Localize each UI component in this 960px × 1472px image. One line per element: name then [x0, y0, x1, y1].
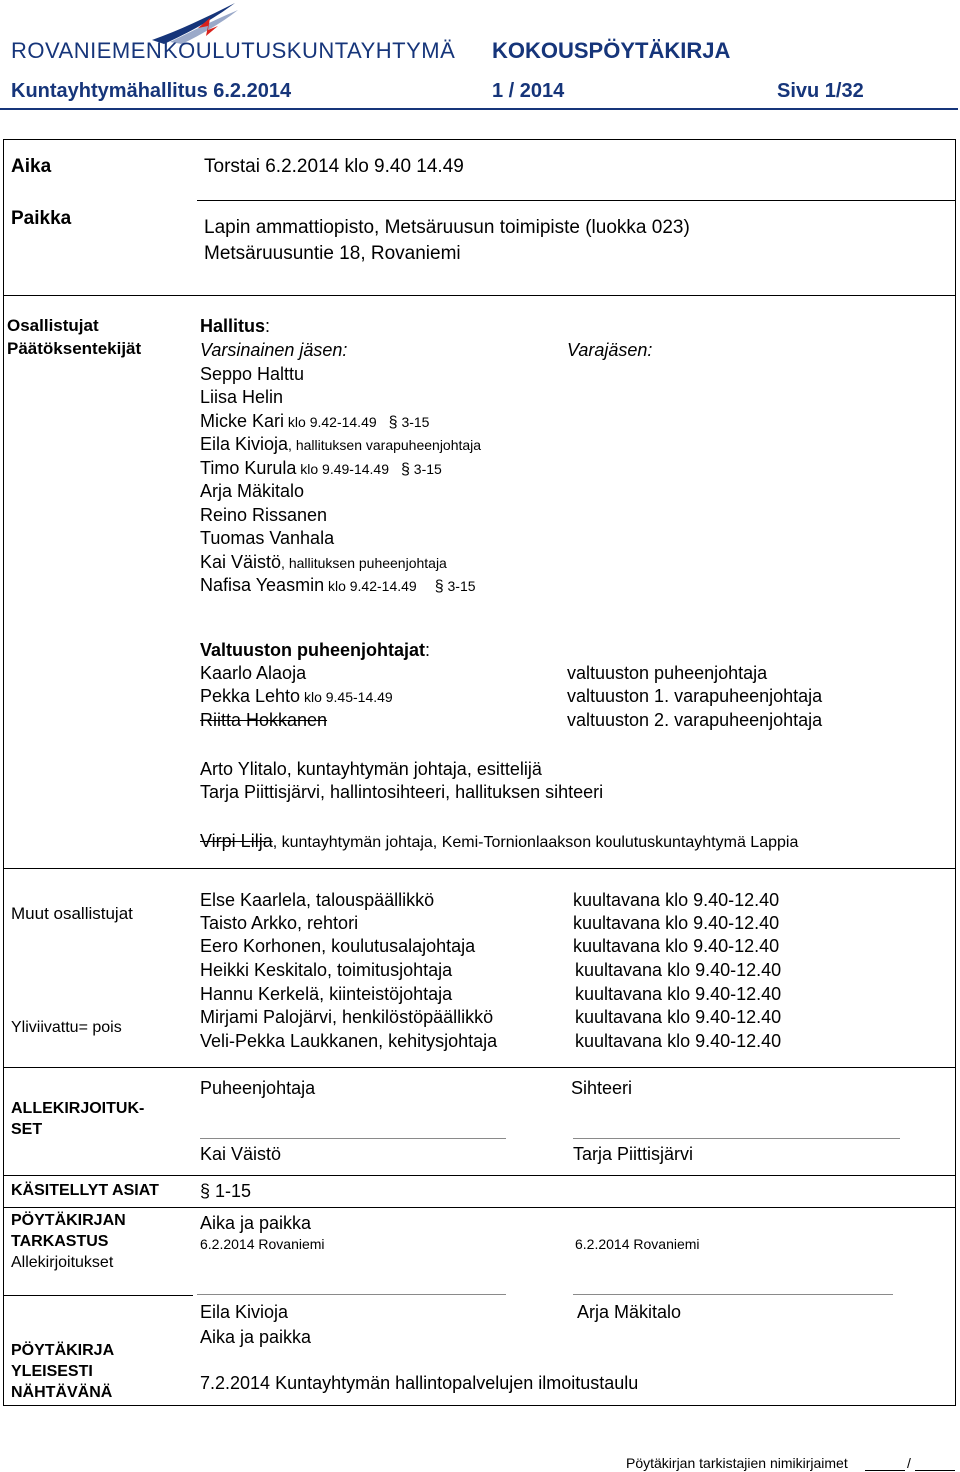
org-name-left: ROVANIEMEN: [11, 38, 163, 63]
secretary-line: Tarja Piittisjärvi, hallintosihteeri, hallituksen sihteeri: [200, 782, 604, 802]
member-name: Liisa Helin: [200, 387, 284, 407]
board-member-row: [200, 505, 327, 526]
others-note: Yliviivattu= pois: [11, 1019, 122, 1036]
section-ref: [389, 414, 430, 430]
others-label: Muut osallistujat: [11, 904, 133, 923]
board-member-row: [200, 458, 442, 479]
council-name: Pekka Lehto: [200, 686, 301, 706]
table-top-border: [3, 139, 956, 140]
review-time-place-label: Aika ja paikka: [200, 1213, 312, 1233]
member-note: klo 9.42-14.49: [284, 414, 377, 430]
council-name-struck: Riitta Hokkanen: [200, 710, 328, 730]
board-member-row: [200, 434, 481, 455]
time-value: Torstai 6.2.2014 klo 9.40 14.49: [204, 156, 464, 177]
section-ref-value: 3-15: [401, 414, 430, 430]
items-section-symbol: §: [200, 1181, 211, 1201]
member-name: Timo Kurula: [200, 458, 297, 478]
public-label-line-1: PÖYTÄKIRJA: [11, 1342, 115, 1359]
deputy-member-label: Varajäsen:: [567, 340, 653, 360]
board-member-row: [200, 575, 476, 596]
place-line-2: Metsäruusuntie 18, Rovaniemi: [204, 243, 461, 264]
signatures-row-divider: [3, 1175, 956, 1176]
member-name: Arja Mäkitalo: [200, 481, 305, 501]
secretary-name: Tarja Piittisjärvi: [573, 1144, 694, 1164]
other-participant-name: Eero Korhonen, koulutusalajohtaja: [200, 936, 476, 956]
public-time-place-label: Aika ja paikka: [200, 1327, 312, 1347]
secretary-signature-line: [573, 1138, 900, 1139]
others-row-divider: [3, 1067, 956, 1068]
items-label: KÄSITELLYT ASIAT: [11, 1182, 159, 1199]
board-member-row: [200, 364, 304, 385]
section-ref-value: 3-15: [447, 578, 476, 594]
section-symbol: §: [434, 578, 444, 595]
board-heading-text: Hallitus: [200, 316, 266, 336]
council-heading: [200, 640, 430, 661]
member-name: Eila Kivioja: [200, 434, 289, 454]
footer-initials-label: Pöytäkirjan tarkistajien nimikirjaimet: [626, 1455, 848, 1471]
member-note: , hallituksen puheenjohtaja: [281, 555, 447, 571]
reviewer-right-signature-line: [573, 1294, 893, 1295]
council-row: [200, 710, 327, 731]
presenter-line: Arto Ylitalo, kuntayhtymän johtaja, esittelijä: [200, 759, 542, 779]
table-bottom-border: [3, 1405, 956, 1406]
signatures-label-line-1: ALLEKIRJOITUK-: [11, 1100, 145, 1117]
place-line-1: Lapin ammattiopisto, Metsäruusun toimipiste (luokka 023): [204, 217, 690, 238]
meeting-number: 1 / 2014: [492, 80, 565, 102]
review-label-line-3: Allekirjoitukset: [11, 1254, 114, 1271]
board-member-row: [200, 528, 334, 549]
other-participant-status: kuultavana klo 9.40-12.40: [575, 1007, 782, 1027]
council-role: valtuuston puheenjohtaja: [567, 663, 768, 683]
table-right-border: [955, 139, 956, 1405]
footer-initials-line-1: [865, 1470, 905, 1471]
member-name: Tuomas Vanhala: [200, 528, 335, 548]
council-name: Kaarlo Alaoja: [200, 663, 307, 683]
board-member-row: [200, 552, 447, 573]
items-range: 1-15: [215, 1181, 252, 1201]
member-name: Reino Rissanen: [200, 505, 328, 525]
public-display-value: 7.2.2014 Kuntayhtymän hallintopalvelujen ilmoitustaulu: [200, 1373, 639, 1393]
council-role: valtuuston 1. varapuheenjohtaja: [567, 686, 823, 706]
footer-initials-line-2: [915, 1470, 955, 1471]
org-name-right: KOULUTUSKUNTAYHTYMÄ: [163, 38, 456, 63]
other-participant-name: Mirjami Palojärvi, henkilöstöpäällikkö: [200, 1007, 494, 1027]
council-row: [200, 663, 306, 684]
board-member-row: [200, 481, 304, 502]
board-member-row: [200, 387, 283, 408]
council-heading-colon: :: [425, 640, 431, 660]
reviewer-left-name: Eila Kivioja: [200, 1302, 289, 1322]
review-label-line-2: TARKASTUS: [11, 1233, 109, 1250]
member-name: Nafisa Yeasmin: [200, 575, 325, 595]
chair-name: Kai Väistö: [200, 1144, 282, 1164]
section-symbol: §: [401, 461, 410, 478]
meeting-body-date: Kuntayhtymähallitus 6.2.2014: [11, 80, 292, 102]
decision-makers-label: Päätöksentekijät: [7, 339, 142, 358]
guest-description: , kuntayhtymän johtaja, Kemi-Tornionlaakson koulutuskuntayhtymä Lappia: [272, 834, 799, 851]
header-rule: [0, 108, 958, 110]
public-label-line-3: NÄHTÄVÄNÄ: [11, 1384, 113, 1401]
other-participant-status: kuultavana klo 9.40-12.40: [575, 984, 782, 1004]
chair-signature-line: [200, 1138, 506, 1139]
review-row-divider: [3, 1295, 193, 1296]
participants-row-divider: [3, 868, 956, 869]
other-participant-name: Heikki Keskitalo, toimitusjohtaja: [200, 960, 453, 980]
signatures-label-line-2: SET: [11, 1121, 43, 1138]
other-participant-name: Else Kaarlela, talouspäällikkö: [200, 890, 435, 910]
other-participant-name: Taisto Arkko, rehtori: [200, 913, 359, 933]
section-ref-value: 3-15: [413, 461, 442, 477]
member-name: Kai Väistö: [200, 552, 282, 572]
footer-initials-separator: /: [907, 1455, 911, 1471]
member-name: Micke Kari: [200, 411, 285, 431]
other-participant-name: Hannu Kerkelä, kiinteistöjohtaja: [200, 984, 453, 1004]
board-heading-colon: :: [265, 316, 271, 336]
section-ref: [401, 461, 442, 477]
participants-label: Osallistujat: [7, 316, 99, 335]
review-left-date-place: 6.2.2014 Rovaniemi: [200, 1236, 325, 1252]
time-label: Aika: [11, 156, 52, 177]
place-label: Paikka: [11, 208, 72, 229]
regular-member-label: Varsinainen jäsen:: [200, 340, 348, 360]
section-ref: [435, 578, 476, 594]
public-label-line-2: YLEISESTI: [11, 1363, 93, 1380]
other-participant-name: Veli-Pekka Laukkanen, kehitysjohtaja: [200, 1031, 498, 1051]
other-participant-status: kuultavana klo 9.40-12.40: [573, 913, 780, 933]
table-left-border: [3, 139, 4, 1405]
council-row: [200, 686, 393, 707]
place-row-divider: [3, 295, 956, 296]
member-name: Seppo Halttu: [200, 364, 305, 384]
board-member-row: [200, 411, 429, 432]
secretary-title: Sihteeri: [571, 1078, 633, 1098]
guest-line: [200, 831, 798, 852]
council-note: klo 9.45-14.49: [300, 689, 393, 705]
items-row-divider: [3, 1207, 956, 1208]
time-row-divider: [197, 200, 955, 201]
other-participant-status: kuultavana klo 9.40-12.40: [575, 960, 782, 980]
other-participant-status: kuultavana klo 9.40-12.40: [573, 890, 780, 910]
section-symbol: §: [388, 414, 398, 431]
council-heading-text: Valtuuston puheenjohtajat: [200, 640, 426, 660]
member-note: klo 9.42-14.49: [324, 578, 417, 594]
board-heading: [200, 316, 270, 337]
review-label-line-1: PÖYTÄKIRJAN: [11, 1212, 126, 1229]
member-note: klo 9.49-14.49: [296, 461, 389, 477]
page-number: Sivu 1/32: [777, 80, 864, 102]
reviewer-left-signature-line: [197, 1294, 506, 1295]
items-value: [200, 1181, 251, 1202]
review-right-date-place: 6.2.2014 Rovaniemi: [575, 1236, 700, 1252]
member-note: , hallituksen varapuheenjohtaja: [288, 437, 482, 453]
reviewer-right-name: Arja Mäkitalo: [577, 1302, 682, 1322]
council-role: valtuuston 2. varapuheenjohtaja: [567, 710, 823, 730]
chair-title: Puheenjohtaja: [200, 1078, 316, 1098]
other-participant-status: kuultavana klo 9.40-12.40: [573, 936, 780, 956]
other-participant-status: kuultavana klo 9.40-12.40: [575, 1031, 782, 1051]
guest-name-struck: Virpi Lilja: [200, 831, 273, 851]
document-type: KOKOUSPÖYTÄKIRJA: [492, 38, 731, 63]
